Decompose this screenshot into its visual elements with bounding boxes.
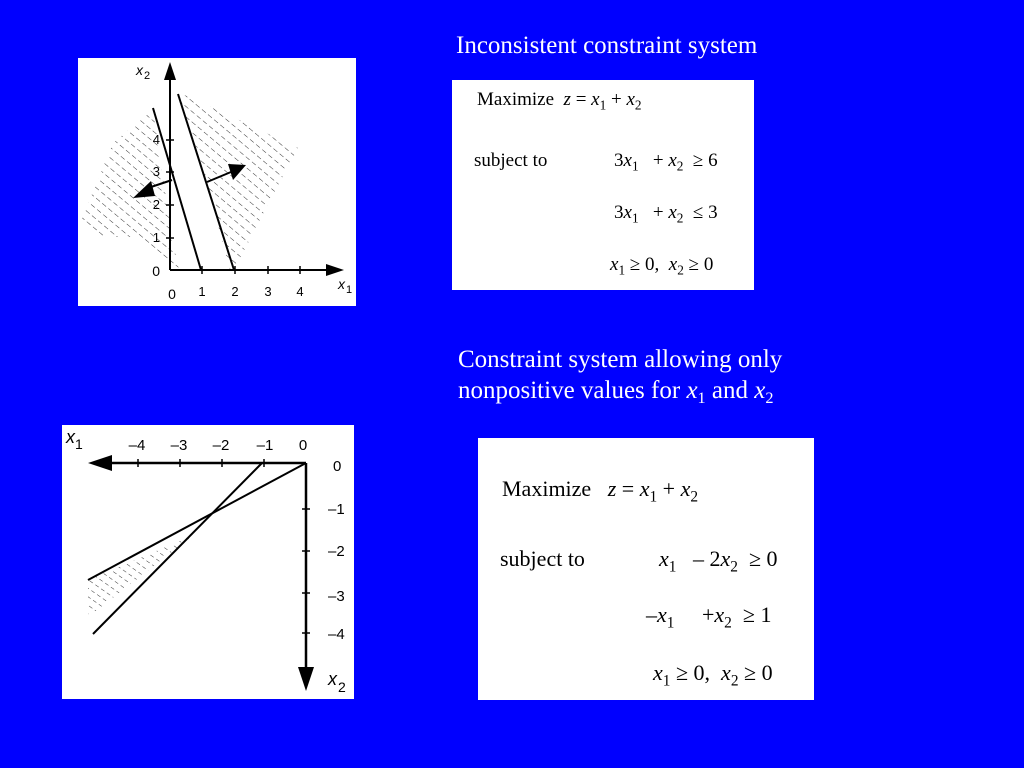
graph2-x-tick-label: 0	[298, 437, 308, 454]
lp1-plus: +	[611, 89, 622, 110]
section2-title	[458, 344, 782, 406]
graph1-plot	[78, 58, 356, 306]
graph1-origin-x-label: 0	[168, 286, 176, 302]
lp2-x: x	[680, 476, 691, 501]
graph2-x-tick-label: –2	[212, 437, 230, 454]
section1-title: Inconsistent constraint system	[456, 32, 758, 59]
graph1-region-left	[81, 110, 179, 270]
lp2-nonneg: $x_1 \ge 0$, $x_2 \ge 0$	[653, 660, 773, 690]
lp1-panel	[452, 80, 754, 290]
lp2-plus: +	[662, 476, 676, 501]
lp1-nonneg: $x_1 \ge 0$, $x_2 \ge 0$	[610, 254, 714, 278]
lp2-objective-row	[502, 476, 699, 506]
graph2-x-tick-label: –1	[256, 437, 274, 454]
graph1-y-tick-label: 2	[152, 197, 160, 212]
section2-title-line2: nonpositive values for $x_1$ and $x_2$	[458, 377, 774, 407]
graph1-x-tick-label: 2	[231, 284, 239, 299]
lp1-constraint-2: $3x_1$ + $x_2 \le 3$	[614, 202, 718, 226]
graph2-y-axis-sub: 2	[338, 679, 346, 695]
graph2-x-tick-label: –3	[170, 437, 188, 454]
graph1-x-axis-sub: 1	[346, 284, 353, 296]
graph2-plot	[62, 425, 354, 699]
lp1-x: x	[591, 89, 600, 110]
lp1-z: z	[563, 89, 571, 110]
graph2-y-axis-label: x	[328, 669, 337, 689]
graph2-x-tick-label: –4	[128, 437, 146, 454]
graph2-y-tick-label: –3	[328, 588, 345, 605]
lp1-x: x	[626, 89, 635, 110]
section2-title-line1: Constraint system allowing only	[458, 346, 783, 373]
graph2-y-tick-label: 0	[333, 458, 342, 475]
graph1-x-tick-label: 1	[198, 284, 206, 299]
lp2-panel	[478, 438, 814, 700]
graph1-x-axis-label: x	[338, 276, 345, 292]
graph1-y-tick-label: 4	[152, 132, 160, 147]
lp2-x1-sub: 1	[649, 488, 658, 506]
lp1-subject-label: subject to	[474, 150, 548, 171]
lp2-z: z	[607, 476, 617, 501]
lp2-x2-sub: 2	[690, 488, 699, 506]
graph1-region-right	[178, 94, 298, 270]
graph1-x-tick-label: 4	[296, 284, 304, 299]
lp2-subject-label: subject to	[500, 546, 585, 571]
lp2-x: x	[639, 476, 650, 501]
graph1-y-axis-sub: 2	[144, 70, 151, 82]
lp1-maximize-label: Maximize	[477, 89, 555, 110]
graph1-y-tick-label: 1	[152, 230, 160, 245]
graph2-line-c2	[93, 463, 262, 634]
lp1-eq: =	[575, 89, 587, 110]
graph2-y-tick-label: –4	[328, 626, 345, 643]
graph1-y-axis-arrow	[164, 62, 176, 80]
graph1-y-tick-label: 3	[152, 164, 160, 179]
graph1-x-tick-label: 3	[264, 284, 272, 299]
lp1-constraint-1: $3x_1$ + $x_2 \ge 6$	[614, 150, 718, 174]
lp2-maximize-label: Maximize	[502, 476, 592, 501]
graph1-panel	[78, 58, 356, 306]
graph2-panel	[62, 425, 354, 699]
graph2-y-tick-label: –1	[328, 501, 345, 518]
graph2-y-tick-label: –2	[328, 543, 345, 560]
graph1-origin-y-label: 0	[152, 263, 160, 279]
lp2-constraint-1: $x_1$ – $2x_2 \ge 0$	[659, 546, 778, 576]
lp2-constraint-2: $-x_1$ $+x_2 \ge 1$	[646, 602, 772, 632]
graph1-x-axis-arrow	[326, 264, 344, 276]
graph2-x-axis-label: x	[66, 427, 75, 447]
graph2-y-axis-arrow	[298, 667, 314, 691]
lp1-x1-sub: 1	[599, 97, 607, 113]
lp1-x2-sub: 2	[634, 97, 642, 113]
graph2-x-axis-arrow	[88, 455, 112, 471]
graph1-y-axis-label: x	[136, 62, 143, 78]
graph2-line-c1	[88, 463, 306, 580]
graph2-x-axis-sub: 1	[75, 436, 83, 452]
lp2-eq: =	[621, 476, 635, 501]
lp1-objective-row	[477, 89, 642, 111]
